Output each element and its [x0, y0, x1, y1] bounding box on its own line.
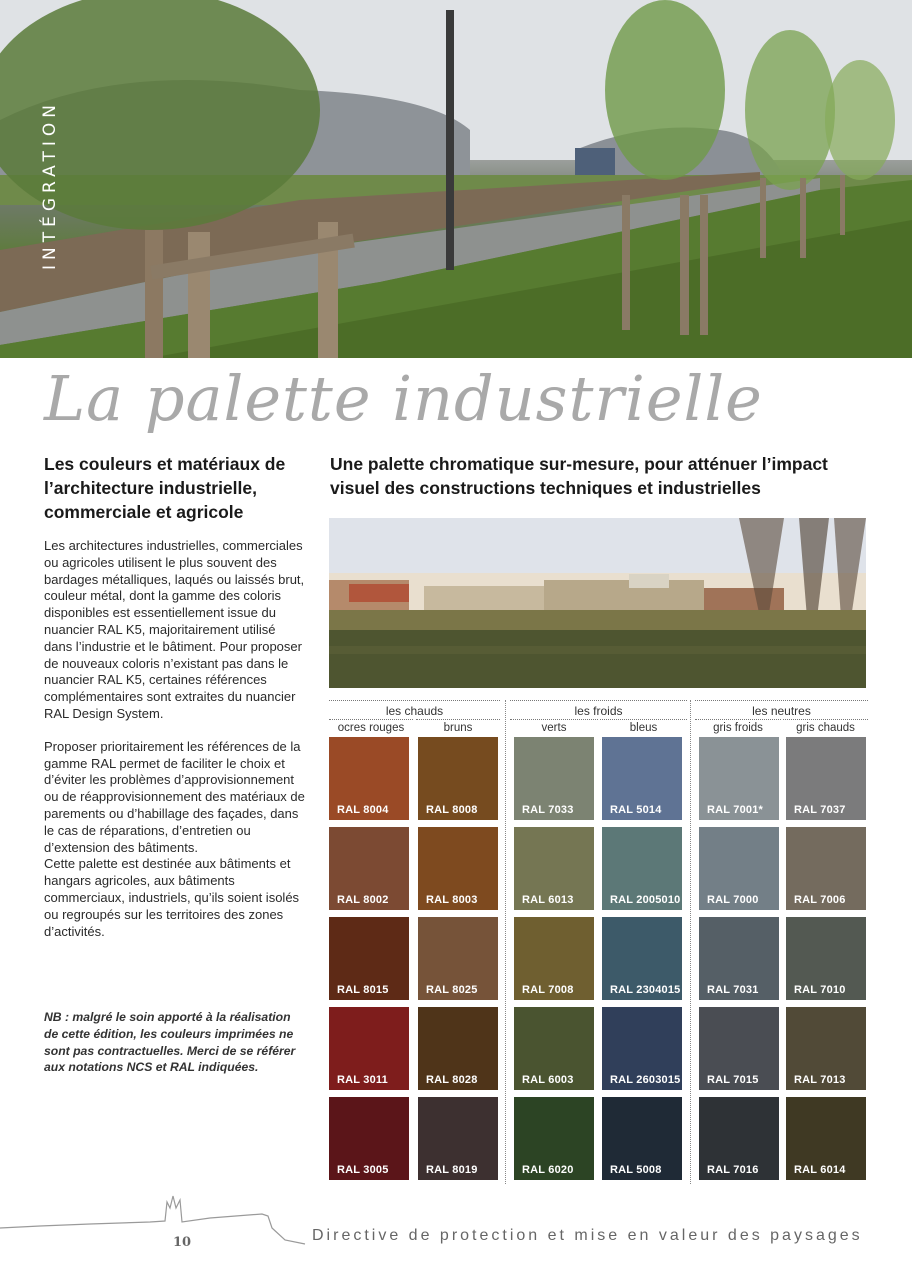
group-label-chauds: les chauds: [329, 700, 500, 718]
color-swatch: [514, 827, 594, 910]
swatch-code: RAL 8019: [426, 1164, 478, 1176]
swatch-code: RAL 7037: [794, 804, 846, 816]
color-swatch: [418, 917, 498, 1000]
swatch-code: RAL 7016: [707, 1164, 759, 1176]
left-paragraph-2: Proposer prioritairement les références de la gamme RAL permet de faciliter le choix et d’éviter les problèmes d’approvisionnement ou de réapprovisionnement des matériaux de parements ou d’habillage des façades, dans le cas de réparations, d’entretien ou d’extension des bâtiments.: [44, 738, 305, 855]
left-heading: Les couleurs et matériaux de l’architecture industrielle, commerciale et agricole: [44, 454, 286, 522]
swatch-code: RAL 6003: [522, 1074, 574, 1086]
swatch-code: RAL 2603015: [610, 1074, 681, 1086]
color-swatch: [786, 1007, 866, 1090]
color-swatch: [699, 737, 779, 820]
color-swatch: [514, 1097, 594, 1180]
color-swatch: [786, 917, 866, 1000]
color-swatch: [329, 917, 409, 1000]
swatch-code: RAL 7033: [522, 804, 574, 816]
color-swatch: [699, 1007, 779, 1090]
subgroup-label-bleus: bleus: [600, 719, 687, 734]
color-swatch: [602, 917, 682, 1000]
swatch-code: RAL 8028: [426, 1074, 478, 1086]
swatch-code: RAL 3005: [337, 1164, 389, 1176]
color-swatch: [329, 1007, 409, 1090]
swatch-code: RAL 8015: [337, 984, 389, 996]
color-swatch: [329, 737, 409, 820]
color-swatch: [418, 1007, 498, 1090]
section-label: INTÉGRATION: [40, 100, 60, 270]
color-swatch: [329, 827, 409, 910]
swatch-code: RAL 7000: [707, 894, 759, 906]
swatch-code: RAL 7010: [794, 984, 846, 996]
color-swatch: [602, 1007, 682, 1090]
subgroup-label-bruns: bruns: [416, 719, 500, 734]
color-swatch: [602, 1097, 682, 1180]
swatch-code: RAL 8008: [426, 804, 478, 816]
color-swatch: [786, 827, 866, 910]
left-paragraph-3: Cette palette est destinée aux bâtiments et hangars agricoles, aux bâtiments commerciaux, industriels, qu’ils soient isolés ou regroupés sur les territoires des zones d’activités.: [44, 856, 300, 939]
color-swatch: [602, 737, 682, 820]
swatch-code: RAL 7015: [707, 1074, 759, 1086]
swatch-code: RAL 8025: [426, 984, 478, 996]
swatch-code: RAL 5008: [610, 1164, 662, 1176]
swatch-code: RAL 6014: [794, 1164, 846, 1176]
color-swatch: [418, 827, 498, 910]
color-swatch: [514, 737, 594, 820]
swatch-code: RAL 7013: [794, 1074, 846, 1086]
color-swatch: [786, 737, 866, 820]
field-photo-illustration: [329, 518, 866, 688]
swatch-code: RAL 7006: [794, 894, 846, 906]
field-photo: [329, 518, 866, 688]
color-swatch: [699, 1097, 779, 1180]
swatch-code: RAL 6013: [522, 894, 574, 906]
color-swatch: [699, 917, 779, 1000]
color-swatch: [514, 1007, 594, 1090]
color-swatch: [514, 917, 594, 1000]
right-heading: Une palette chromatique sur-mesure, pour atténuer l’impact visuel des constructions techniques et industrielles: [330, 454, 828, 498]
swatch-code: RAL 7001*: [707, 804, 764, 816]
swatch-code: RAL 7031: [707, 984, 759, 996]
hero-photo: [0, 0, 912, 358]
swatch-code: RAL 8003: [426, 894, 478, 906]
page-title: La palette industrielle: [44, 362, 763, 435]
color-swatch: [786, 1097, 866, 1180]
hero-photo-illustration: [0, 0, 912, 358]
page-number: 10: [173, 1235, 192, 1250]
color-swatch: [418, 1097, 498, 1180]
subgroup-label-ocres-rouges: ocres rouges: [329, 719, 413, 734]
left-body: [44, 538, 306, 956]
swatch-code: RAL 3011: [337, 1074, 388, 1086]
group-divider: [505, 700, 506, 1184]
group-divider: [690, 700, 691, 1184]
swatch-code: RAL 5014: [610, 804, 662, 816]
group-label-froids: les froids: [510, 700, 687, 718]
swatch-code: RAL 6020: [522, 1164, 574, 1176]
subgroup-label-verts: verts: [510, 719, 598, 734]
group-label-neutres: les neutres: [695, 700, 868, 718]
color-swatch: [418, 737, 498, 820]
nb-note: NB : malgré le soin apporté à la réalisation de cette édition, les couleurs imprimées ne sont pas contractuelles. Merci de se référer aux notations NCS et RAL indiquées.: [44, 1010, 296, 1075]
footer-title: Directive de protection et mise en valeur des paysages: [312, 1227, 863, 1244]
color-swatch: [699, 827, 779, 910]
swatch-code: RAL 2005010: [610, 894, 681, 906]
color-swatch: [329, 1097, 409, 1180]
left-paragraph-1: Les architectures industrielles, commerciales ou agricoles utilisent le plus souvent des bardages métalliques, laqués ou laissés brut, couleur métal, dont la gamme des coloris disponibles est essentiellement issue du nuancier RAL K5, majoritairement utilisé dans l’industrie et le bâtiment. Pour proposer de nouveaux coloris n’existant pas dans le nuancier RAL K5, certaines références complémentaires sont extraites du nuancier RAL Design System.: [44, 538, 305, 721]
swatch-code: RAL 8002: [337, 894, 389, 906]
subgroup-label-gris-froids: gris froids: [695, 719, 781, 734]
swatch-code: RAL 8004: [337, 804, 389, 816]
swatch-code: RAL 7008: [522, 984, 574, 996]
color-swatch: [602, 827, 682, 910]
swatch-code: RAL 2304015: [610, 984, 681, 996]
subgroup-label-gris-chauds: gris chauds: [783, 719, 868, 734]
